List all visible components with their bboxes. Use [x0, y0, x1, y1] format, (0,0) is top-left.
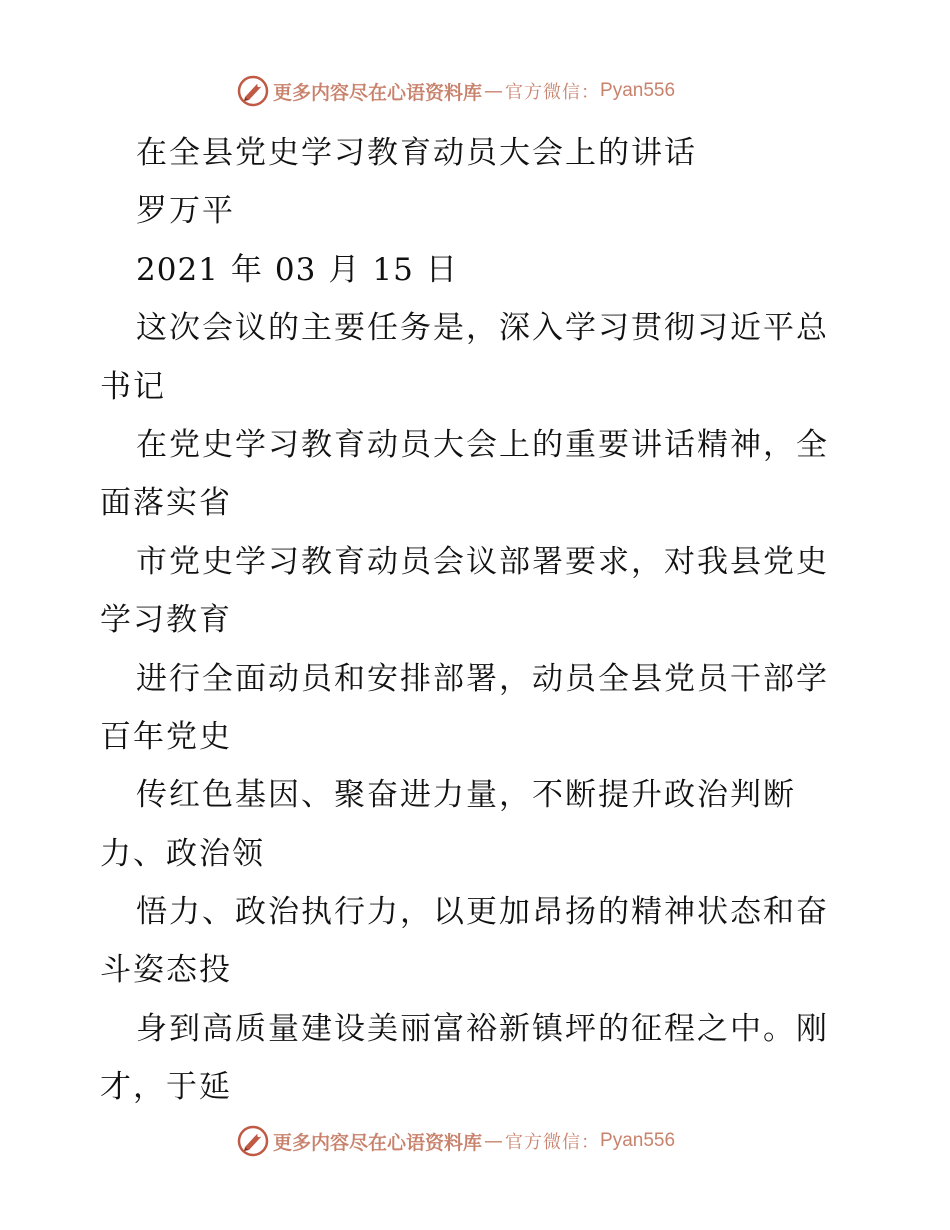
document-date	[100, 241, 852, 299]
watermark-wechat-label: 官方微信：	[505, 82, 601, 103]
watermark-dash: —	[484, 80, 504, 102]
paragraph-line: 进行全面动员和安排部署，动员全县党员干部学	[136, 660, 829, 697]
date-year-unit: 年	[230, 251, 263, 288]
paragraph-line: 面落实省	[100, 485, 232, 522]
paragraph-line: 力、政治领	[100, 835, 265, 872]
date-month: 03	[274, 251, 317, 288]
watermark-brand: 更多内容尽在心语资料库	[273, 1131, 483, 1154]
paragraph-line: 传红色基因、聚奋进力量，不断提升政治判断	[136, 777, 796, 814]
document-title: 在全县党史学习教育动员大会上的讲话	[136, 135, 697, 171]
pen-circle-logo-icon	[237, 1125, 269, 1157]
paragraph-line: 身到高质量建设美丽富裕新镇坪的征程之中。刚	[136, 1010, 829, 1047]
paragraph-line: 悟力、政治执行力，以更加昂扬的精神状态和奋	[136, 894, 829, 931]
document-body	[100, 124, 852, 1117]
date-month-unit: 月	[328, 251, 361, 288]
date-year: 2021	[136, 251, 219, 288]
pen-circle-logo-icon	[237, 75, 269, 107]
watermark-brand: 更多内容尽在心语资料库	[273, 81, 483, 104]
date-day-unit: 日	[425, 251, 458, 288]
footer-watermark	[237, 1124, 675, 1158]
document-author: 罗万平	[136, 193, 235, 230]
paragraph-line: 这次会议的主要任务是，深入学习贯彻习近平总	[136, 310, 829, 347]
watermark-wechat-label: 官方微信：	[505, 1132, 601, 1153]
header-watermark	[237, 74, 675, 108]
watermark-dash: —	[484, 1130, 504, 1152]
paragraph-line: 市党史学习教育动员会议部署要求，对我县党史	[136, 543, 829, 580]
paragraph-line: 斗姿态投	[100, 952, 232, 989]
watermark-wechat-id: Pyan556	[600, 1130, 676, 1151]
watermark-wechat-id: Pyan556	[600, 80, 676, 101]
paragraph-line: 才，于延	[100, 1069, 232, 1106]
paragraph-line: 书记	[100, 368, 166, 405]
paragraph-line: 在党史学习教育动员大会上的重要讲话精神，全	[136, 426, 829, 463]
paragraph-line: 百年党史	[100, 718, 232, 755]
paragraph-line: 学习教育	[100, 602, 232, 639]
date-day: 15	[372, 251, 414, 288]
